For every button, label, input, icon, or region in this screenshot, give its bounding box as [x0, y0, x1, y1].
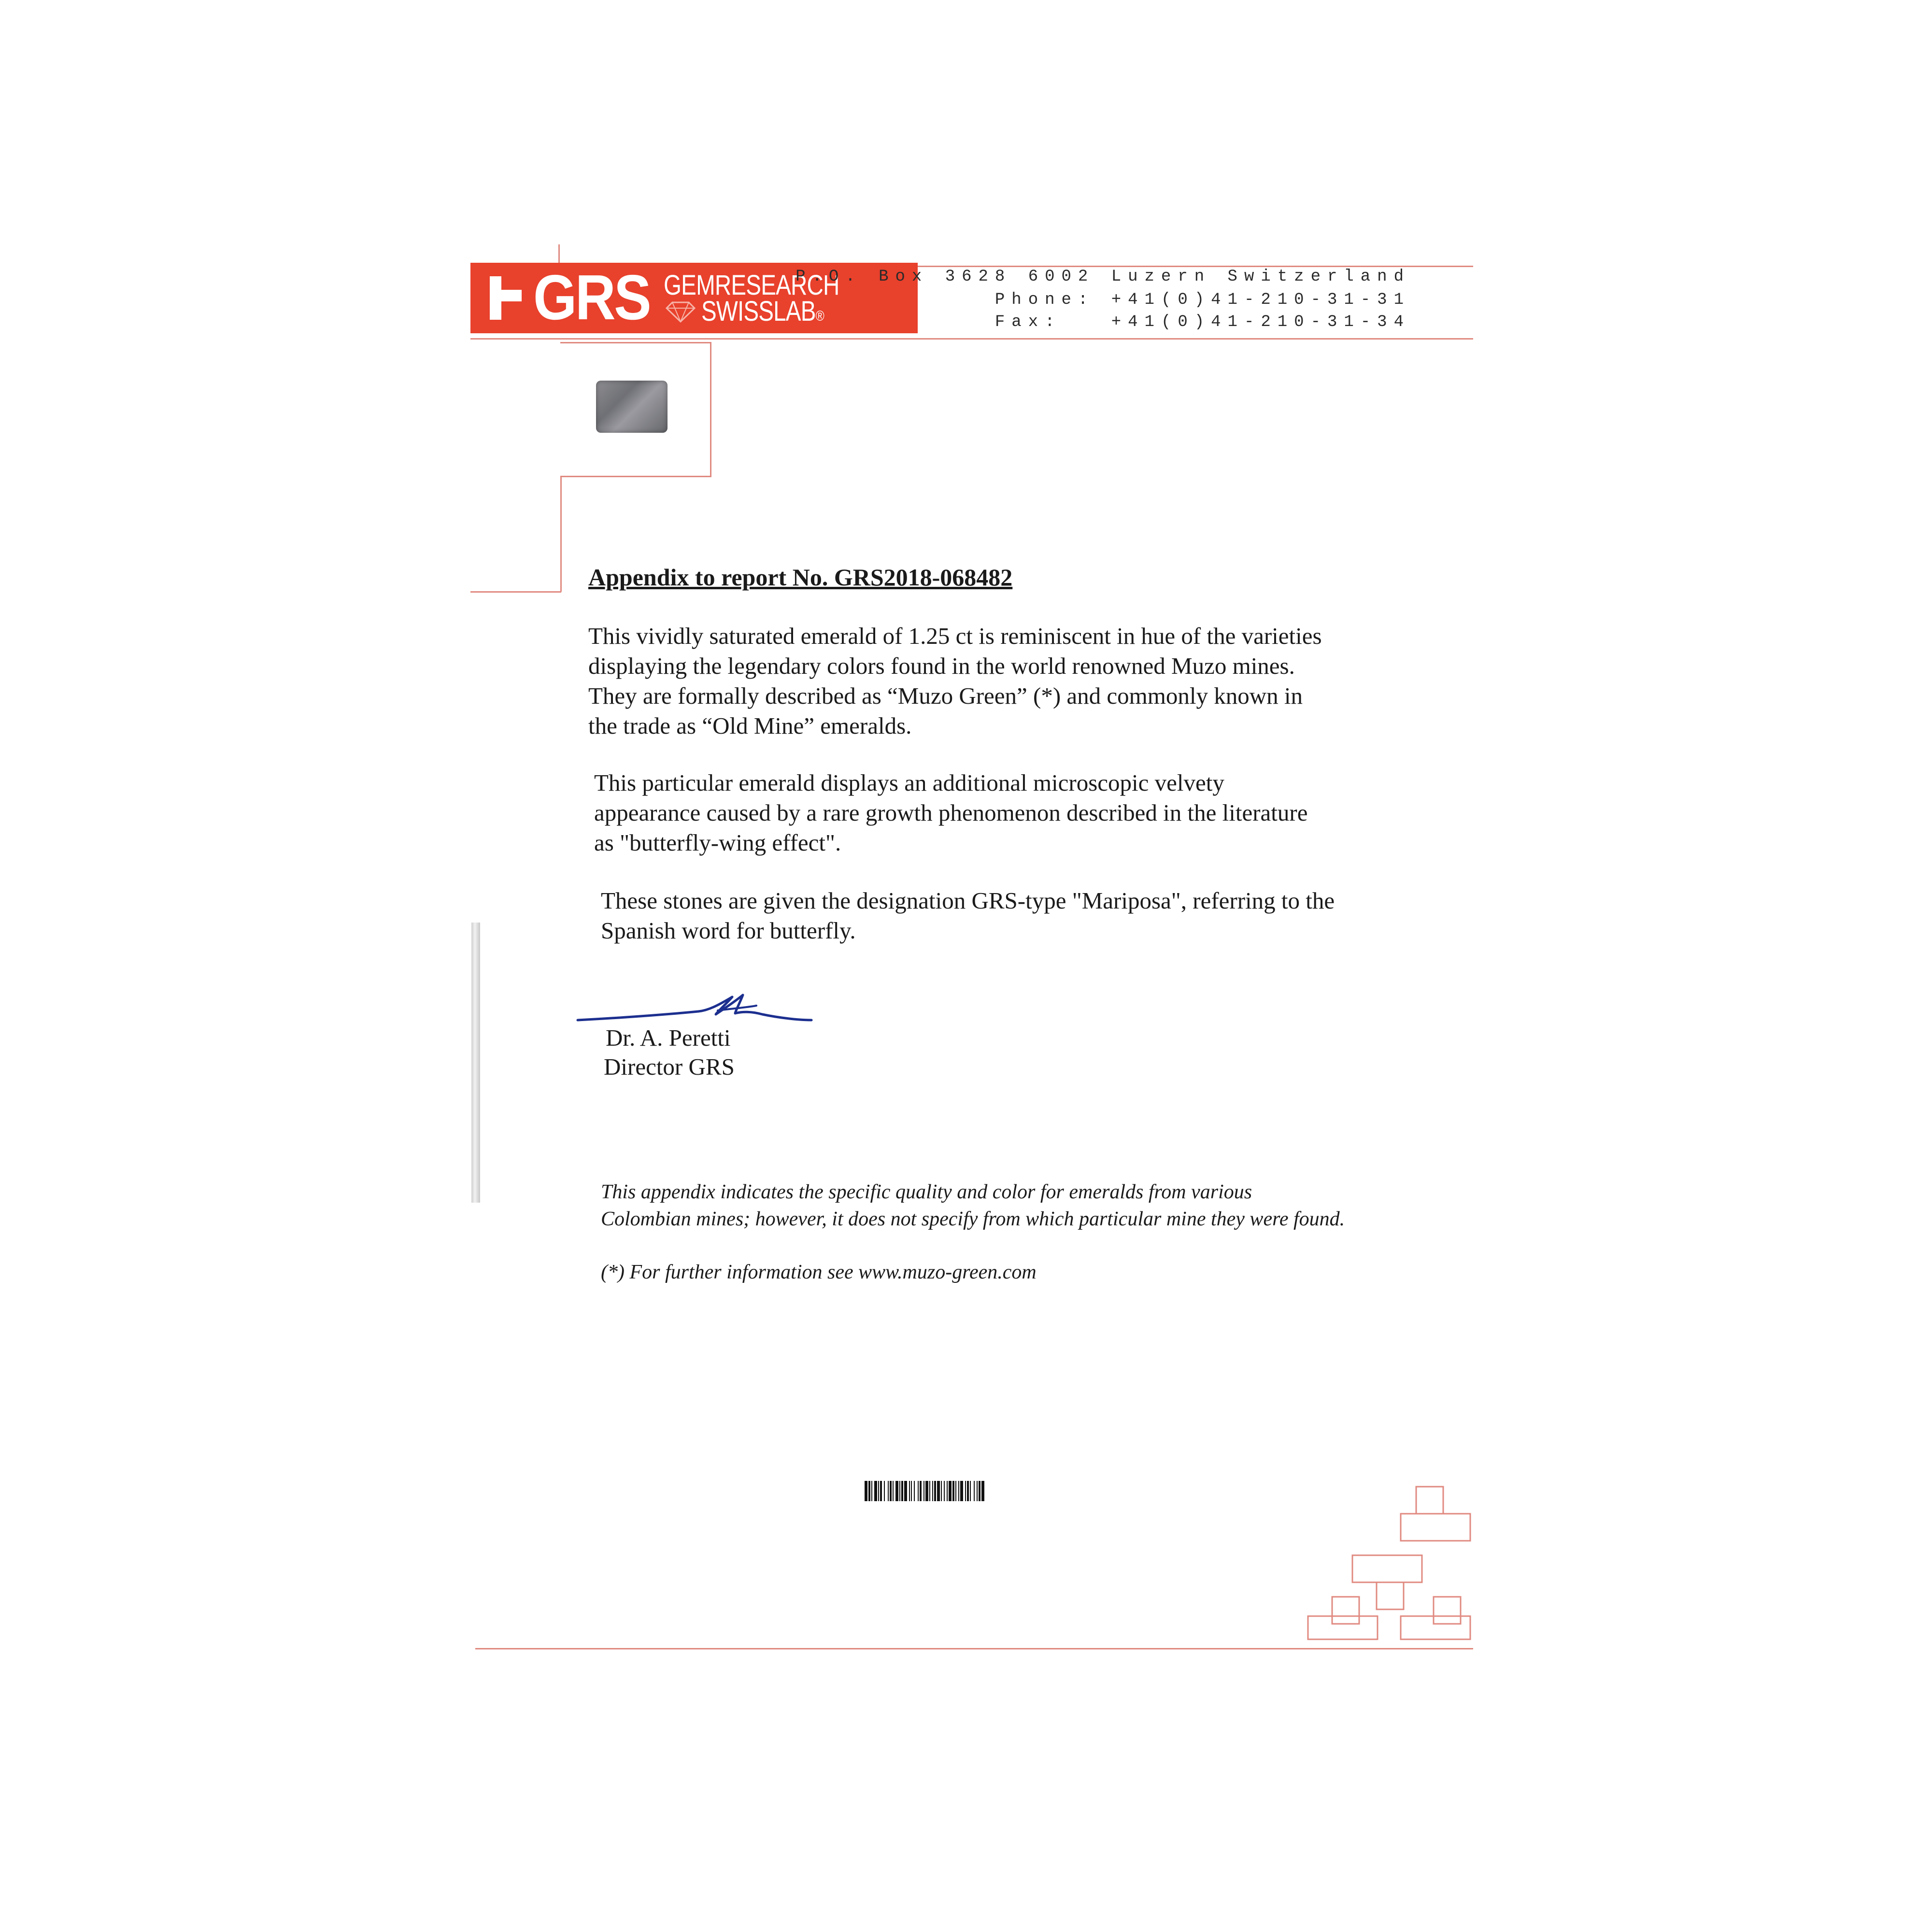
frame-line-box-right	[710, 342, 711, 477]
frame-line-bottom	[475, 1648, 1473, 1649]
reference-note: (*) For further information see www.muzo-green.com	[601, 1261, 1037, 1283]
disclaimer-note: This appendix indicates the specific quality and color for emeralds from various Colombian mines; however, it does not specify from which particular mine they were found.	[601, 1181, 1345, 1230]
barcode	[865, 1481, 1077, 1501]
fax-line: Fax: +41(0)41-210-31-34	[994, 313, 1410, 331]
address-line: P.O. Box 3628 6002 Luzern Switzerland	[796, 268, 1410, 286]
frame-line-left-horizontal	[470, 591, 561, 593]
phone-line: Phone: +41(0)41-210-31-31	[994, 291, 1410, 309]
diamond-icon	[664, 301, 697, 323]
hologram-sticker	[596, 381, 668, 433]
frame-line-header-bottom	[470, 338, 1473, 340]
signer-name: Dr. A. Peretti	[606, 1024, 731, 1051]
paragraph-2: This particular emerald displays an additional microscopic velvety appearance caused by a rare growth phenomenon described in the literature as "butterfly-wing effect".	[594, 769, 1308, 856]
logo-line-swisslab	[701, 298, 824, 326]
edge-mark	[471, 923, 480, 1203]
logo-wordmark: GRS	[533, 262, 650, 333]
page-title: Appendix to report No. GRS2018-068482	[588, 564, 1013, 591]
frame-line-box-top	[560, 342, 711, 343]
signer-title: Director GRS	[604, 1053, 735, 1080]
frame-line-top-left-vertical	[558, 244, 560, 264]
step-pattern-icon	[1304, 1483, 1478, 1642]
frame-line-header-top	[918, 266, 1473, 267]
paragraph-1: This vividly saturated emerald of 1.25 ct is reminiscent in hue of the varieties displaying the legendary colors found in the world renowned Muzo mines. They are formally described as “Muzo Green” (*) and commonly known in the trade as “Old Mine” emeralds.	[588, 623, 1322, 739]
paragraph-3: These stones are given the designation GRS-type "Mariposa", referring to the Spanish word for butterfly.	[601, 887, 1335, 944]
swiss-cross-icon	[490, 276, 533, 320]
logo-line-gemresearch: GEMRESEARCH	[664, 270, 839, 301]
logo-swisslab-text: SWISSLAB	[701, 296, 816, 327]
registered-mark: ®	[815, 308, 824, 324]
frame-line-box-bottom	[560, 476, 711, 477]
frame-line-left-vertical	[560, 476, 562, 592]
